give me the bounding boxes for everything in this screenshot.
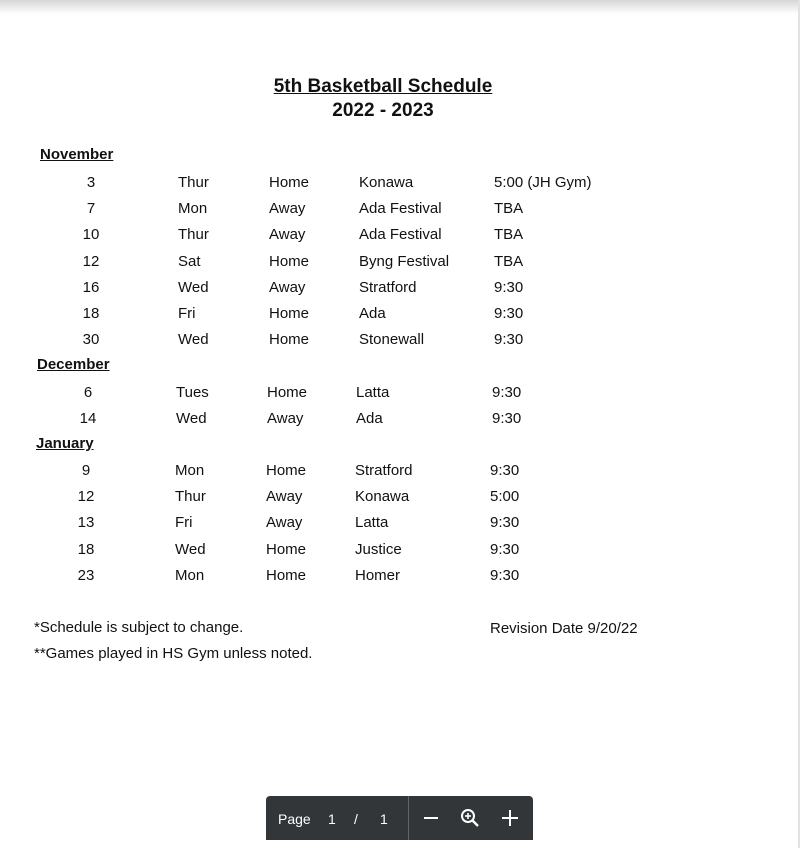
game-opponent: Stratford <box>359 278 417 296</box>
game-opponent: Konawa <box>355 488 410 506</box>
game-day: Fri <box>175 514 193 532</box>
game-date: 7 <box>86 200 96 218</box>
document-page <box>0 14 798 848</box>
game-opponent: Byng Festival <box>359 252 450 270</box>
game-location: Away <box>269 200 306 218</box>
game-day: Mon <box>178 200 208 218</box>
game-row <box>0 331 760 353</box>
schedule-change-note: *Schedule is subject to change. <box>34 619 244 636</box>
game-location: Away <box>266 514 303 532</box>
game-day: Wed <box>178 331 209 349</box>
game-date: 14 <box>79 410 97 428</box>
game-row <box>0 226 760 248</box>
game-row <box>0 462 760 484</box>
game-row <box>0 174 760 196</box>
viewer-top-shadow <box>0 0 800 14</box>
game-opponent: Stratford <box>355 462 413 479</box>
game-time: 9:30 <box>494 278 524 296</box>
zoom-fit-button[interactable] <box>456 804 484 832</box>
game-day: Fri <box>178 305 196 322</box>
game-time: 9:30 <box>492 410 522 428</box>
game-location: Away <box>267 410 304 428</box>
game-row <box>0 384 760 406</box>
game-location: Home <box>269 252 310 270</box>
game-date: 18 <box>77 540 95 558</box>
game-day: Wed <box>175 540 206 558</box>
game-date: 12 <box>77 488 95 506</box>
schedule-season: 2022 - 2023 <box>332 100 434 121</box>
game-time: TBA <box>494 226 524 244</box>
game-row <box>0 514 760 536</box>
game-time: TBA <box>494 252 524 270</box>
game-opponent: Stonewall <box>359 331 425 349</box>
game-opponent: Justice <box>355 540 402 558</box>
game-date: 6 <box>83 384 93 401</box>
game-row <box>0 541 760 563</box>
game-opponent: Ada <box>359 305 386 322</box>
game-time: TBA <box>494 200 524 218</box>
game-day: Mon <box>175 462 205 479</box>
game-location: Away <box>266 488 303 506</box>
game-date: 13 <box>77 514 95 532</box>
game-time: 9:30 <box>490 540 520 558</box>
revision-date: Revision Date 9/20/22 <box>490 620 638 637</box>
game-row <box>0 253 760 275</box>
game-row <box>0 567 760 589</box>
game-time: 9:30 <box>492 384 522 401</box>
game-location: Away <box>269 278 306 296</box>
game-date: 18 <box>82 305 100 322</box>
game-location: Home <box>269 174 310 191</box>
toolbar-divider <box>408 796 409 840</box>
game-location: Home <box>269 305 310 322</box>
minus-icon <box>423 810 439 826</box>
month-header: January <box>36 435 94 452</box>
current-page-input[interactable]: 1 <box>328 811 336 827</box>
game-row <box>0 200 760 222</box>
total-pages: 1 <box>380 811 388 827</box>
zoom-in-button[interactable] <box>496 804 524 832</box>
game-location: Away <box>269 226 306 244</box>
game-date: 10 <box>82 226 100 244</box>
game-time: 9:30 <box>490 566 520 584</box>
game-opponent: Ada Festival <box>359 226 442 244</box>
game-time: 9:30 <box>490 514 520 532</box>
game-location: Home <box>269 331 310 349</box>
game-location: Home <box>266 566 307 584</box>
game-date: 9 <box>81 462 91 479</box>
page-separator: / <box>354 811 358 827</box>
plus-icon <box>501 809 519 827</box>
game-day: Mon <box>175 566 205 584</box>
game-day: Tues <box>176 384 209 401</box>
game-opponent: Konawa <box>359 174 414 191</box>
gym-note: **Games played in HS Gym unless noted. <box>34 645 313 662</box>
game-opponent: Homer <box>355 566 401 584</box>
game-day: Thur <box>178 226 209 244</box>
game-time: 5:00 <box>490 488 520 506</box>
game-opponent: Latta <box>355 514 389 532</box>
game-day: Wed <box>178 278 209 296</box>
game-date: 3 <box>86 174 96 191</box>
game-time: 5:00 (JH Gym) <box>494 174 592 191</box>
game-time: 9:30 <box>494 305 524 322</box>
game-day: Thur <box>178 174 209 191</box>
game-row <box>0 488 760 510</box>
game-date: 16 <box>82 278 100 296</box>
game-day: Sat <box>178 252 201 270</box>
game-date: 23 <box>77 566 95 584</box>
game-location: Home <box>267 384 308 401</box>
month-header: December <box>37 356 110 373</box>
page-label: Page <box>278 811 311 827</box>
schedule-title: 5th Basketball Schedule <box>273 76 493 97</box>
game-row <box>0 279 760 301</box>
game-date: 30 <box>82 331 100 349</box>
game-opponent: Latta <box>356 384 390 401</box>
game-opponent: Ada Festival <box>359 200 442 218</box>
game-date: 12 <box>82 252 100 270</box>
game-row <box>0 305 760 327</box>
game-day: Thur <box>175 488 206 506</box>
game-time: 9:30 <box>490 462 520 479</box>
game-location: Home <box>266 540 307 558</box>
zoom-out-button[interactable] <box>417 804 445 832</box>
game-row <box>0 410 760 432</box>
month-header: November <box>40 146 114 163</box>
game-time: 9:30 <box>494 331 524 349</box>
game-opponent: Ada <box>356 410 383 428</box>
game-location: Home <box>266 462 307 479</box>
pdf-toolbar <box>266 796 533 840</box>
game-day: Wed <box>176 410 207 428</box>
magnifier-icon <box>460 808 480 828</box>
